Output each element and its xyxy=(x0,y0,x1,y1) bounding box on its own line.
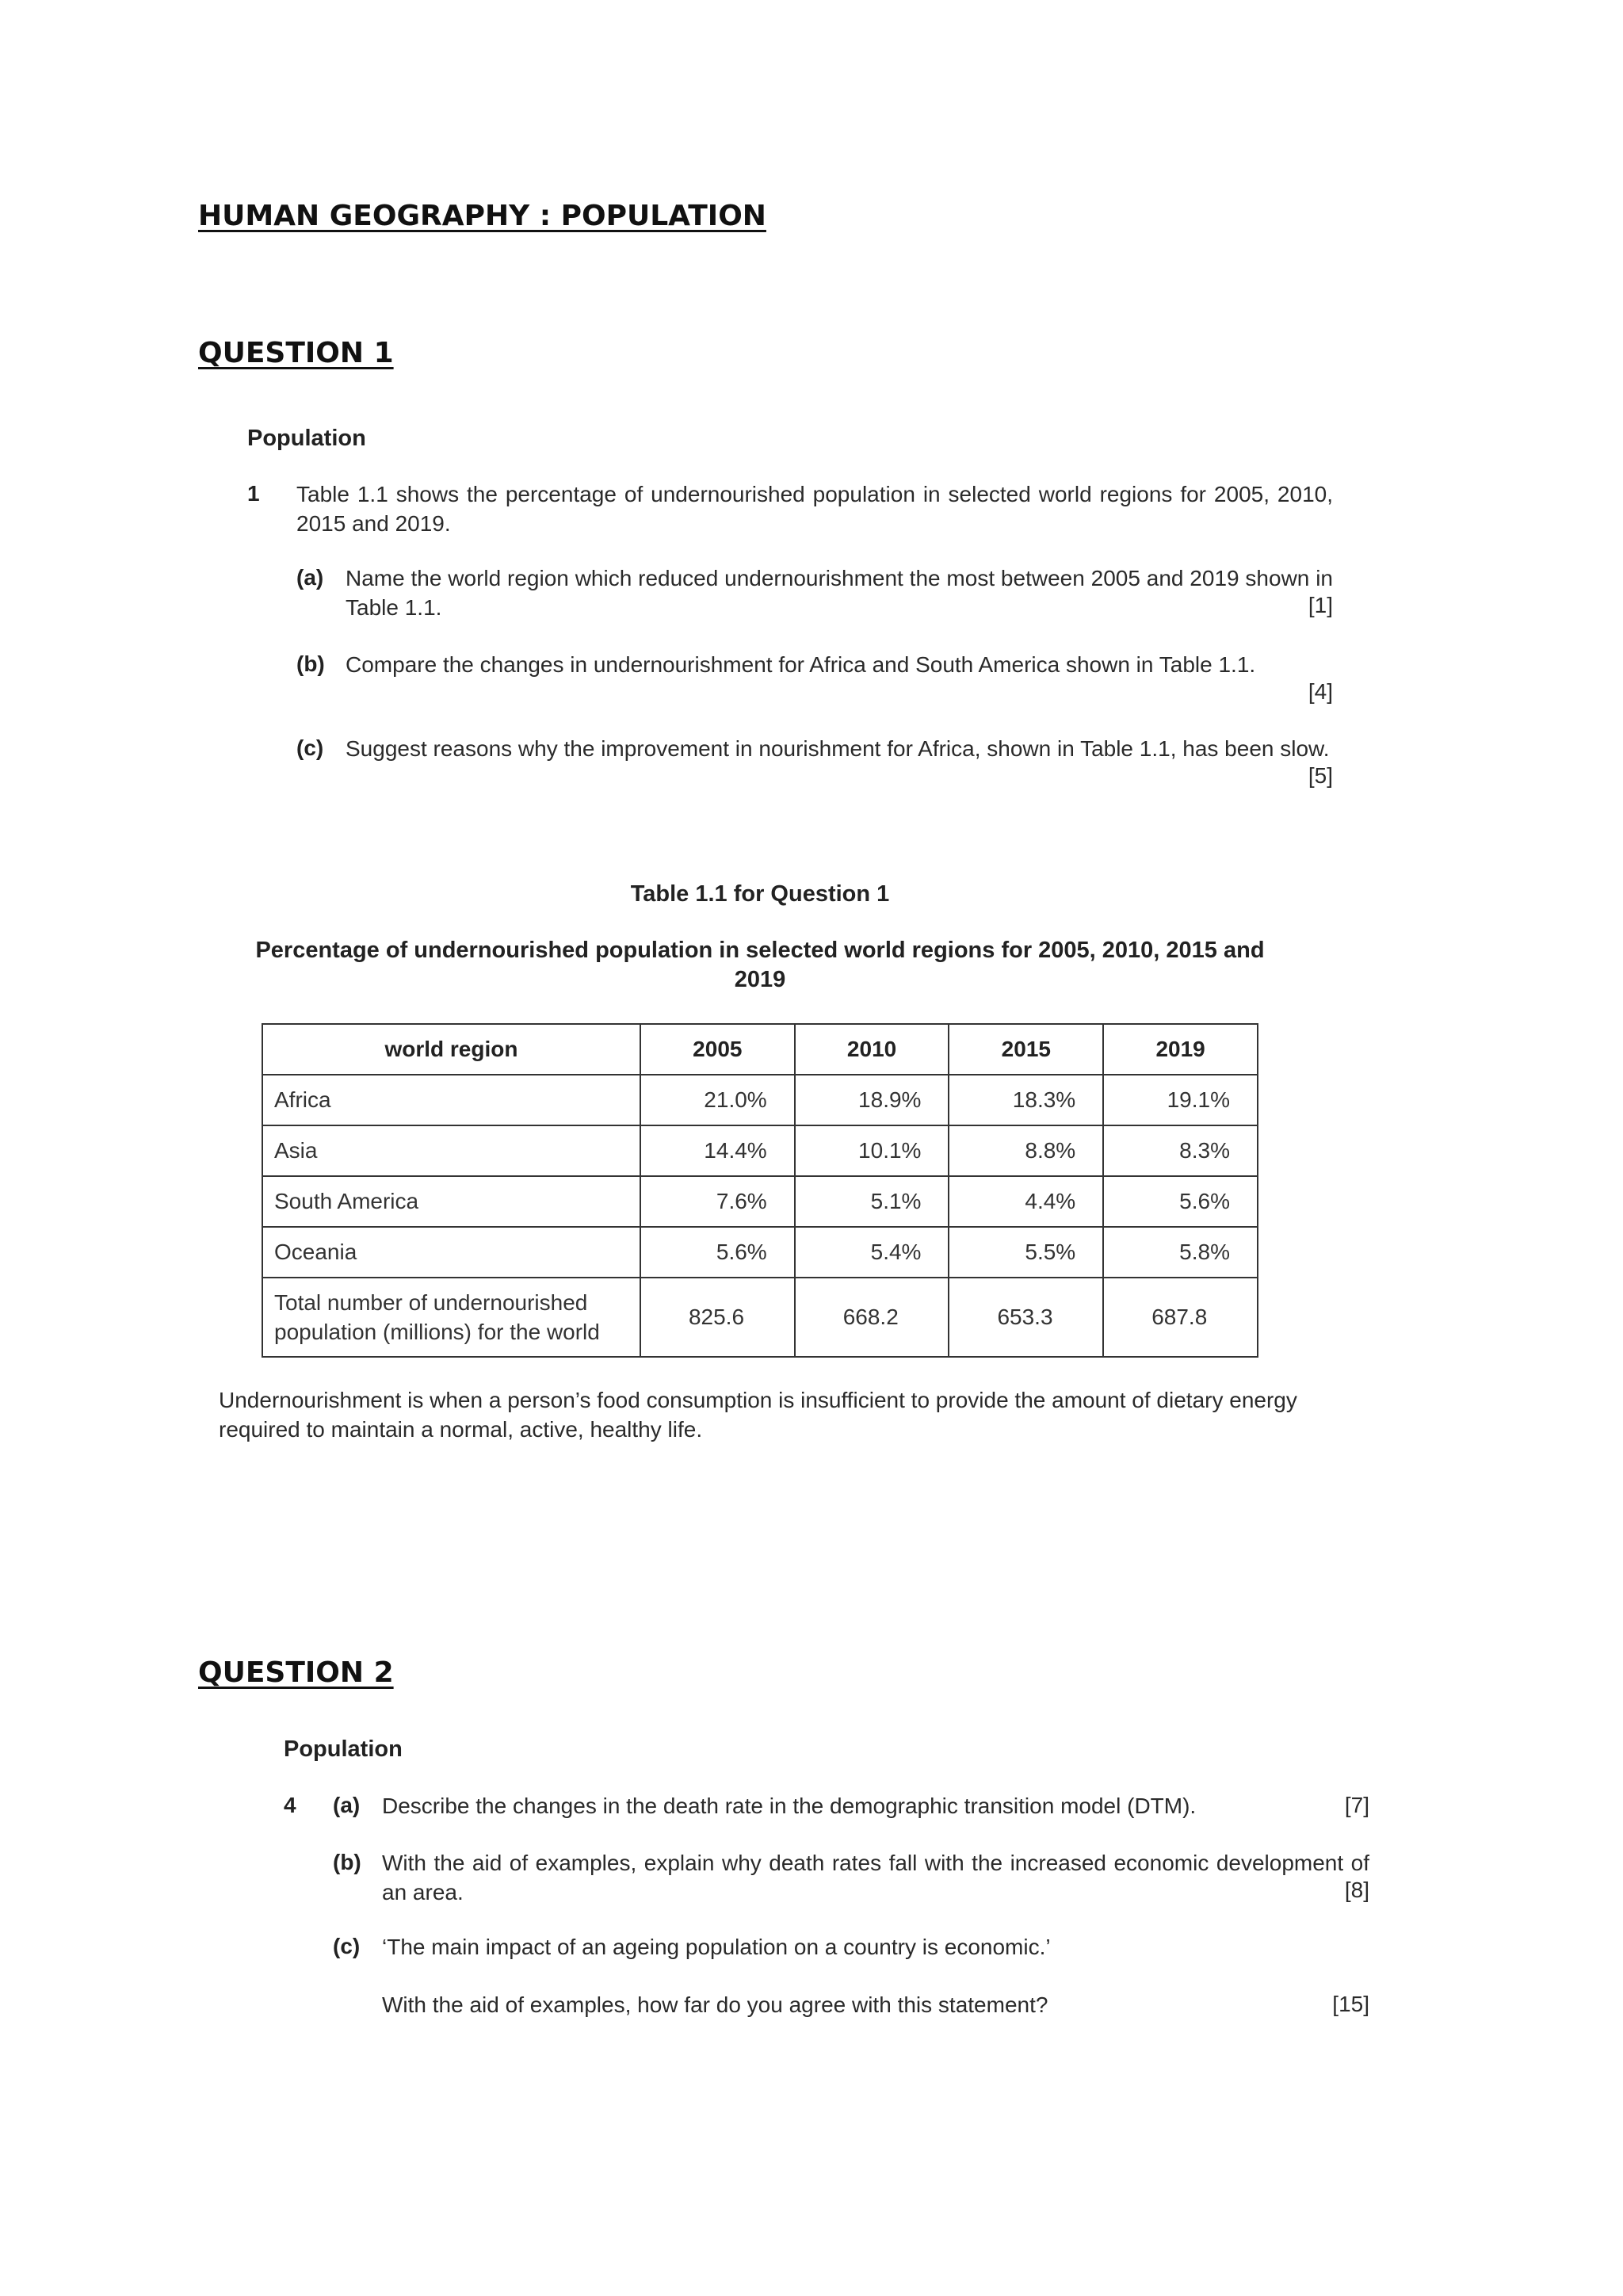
table-total-row xyxy=(262,1278,1258,1357)
q1-part-b-marks: [4] xyxy=(1308,679,1333,704)
q1-part-c-text: Suggest reasons why the improvement in nourishment for Africa, shown in Table 1.1, has been slow. xyxy=(346,736,1330,761)
header-2010: 2010 xyxy=(795,1024,949,1075)
table-cell: 18.9% xyxy=(795,1075,949,1125)
table-row xyxy=(262,1176,1258,1227)
header-2005: 2005 xyxy=(640,1024,795,1075)
q1-number: 1 xyxy=(247,481,260,506)
q1-part-a-text: Name the world region which reduced undernourishment the most between 2005 and 2019 shown in Table 1.1. xyxy=(346,566,1333,620)
question-2-heading: QUESTION 2 xyxy=(198,1656,394,1689)
q1-part-b-label: (b) xyxy=(296,651,325,676)
header-2019: 2019 xyxy=(1103,1024,1258,1075)
q2-part-c-label: (c) xyxy=(333,1934,361,1958)
table-row xyxy=(262,1075,1258,1125)
q2-part-a-marks: [7] xyxy=(1344,1793,1369,1817)
table-cell: 18.3% xyxy=(949,1075,1103,1125)
table-cell: 668.2 xyxy=(795,1278,949,1357)
table-cell: 687.8 xyxy=(1103,1278,1258,1357)
q1-part-a-label: (a) xyxy=(296,565,324,590)
table-cell-total-label: Total number of undernourished population (millions) for the world xyxy=(262,1278,640,1357)
q2-part-c-quote: ‘The main impact of an ageing population on a country is economic.’ xyxy=(382,1935,1051,1959)
table-title: Percentage of undernourished population in selected world regions for 2005, 2010, 2015 and 2019 xyxy=(255,938,1265,992)
q2-part-a-label: (a) xyxy=(333,1793,361,1817)
table-cell: 8.8% xyxy=(949,1125,1103,1176)
q1-section-label: Population xyxy=(247,426,366,451)
undernourishment-table xyxy=(262,1023,1258,1358)
table-cell: 5.8% xyxy=(1103,1227,1258,1278)
table-row xyxy=(262,1125,1258,1176)
header-world-region: world region xyxy=(262,1024,640,1075)
table-cell: 5.4% xyxy=(795,1227,949,1278)
table-cell: 5.6% xyxy=(1103,1176,1258,1227)
table-cell: 7.6% xyxy=(640,1176,795,1227)
table-cell-region: Oceania xyxy=(262,1227,640,1278)
q2-part-b-text: With the aid of examples, explain why death rates fall with the increased economic development of an area. xyxy=(382,1851,1369,1904)
question-1-heading: QUESTION 1 xyxy=(198,337,394,369)
table-cell: 5.5% xyxy=(949,1227,1103,1278)
table-cell: 19.1% xyxy=(1103,1075,1258,1125)
table-header-row xyxy=(262,1024,1258,1075)
table-cell: 21.0% xyxy=(640,1075,795,1125)
table-cell: 5.6% xyxy=(640,1227,795,1278)
table-caption: Table 1.1 for Question 1 xyxy=(630,881,890,907)
table-cell: 4.4% xyxy=(949,1176,1103,1227)
table-cell: 10.1% xyxy=(795,1125,949,1176)
q2-part-c-question: With the aid of examples, how far do you agree with this statement? xyxy=(382,1992,1048,2017)
table-cell: 653.3 xyxy=(949,1278,1103,1357)
q1-part-a-marks: [1] xyxy=(1308,593,1333,617)
q1-part-c-marks: [5] xyxy=(1308,763,1333,788)
q1-part-b-text: Compare the changes in undernourishment for Africa and South America shown in Table 1.1. xyxy=(346,652,1256,677)
q1-part-c-label: (c) xyxy=(296,735,324,760)
q2-part-b-label: (b) xyxy=(333,1850,361,1874)
q1-intro: Table 1.1 shows the percentage of undernourished population in selected world regions for 2005, 2010, 2015 and 2019. xyxy=(296,482,1333,536)
header-2015: 2015 xyxy=(949,1024,1103,1075)
q2-part-c-marks: [15] xyxy=(1332,1992,1369,2016)
table-cell-region: Asia xyxy=(262,1125,640,1176)
table-cell-region: Africa xyxy=(262,1075,640,1125)
q2-part-b-marks: [8] xyxy=(1344,1878,1369,1902)
q2-part-a-text: Describe the changes in the death rate in the demographic transition model (DTM). xyxy=(382,1794,1197,1818)
table-cell: 8.3% xyxy=(1103,1125,1258,1176)
q2-number: 4 xyxy=(284,1793,296,1817)
q2-section-label: Population xyxy=(284,1736,403,1762)
table-row xyxy=(262,1227,1258,1278)
table-cell: 825.6 xyxy=(640,1278,795,1357)
document-title: HUMAN GEOGRAPHY : POPULATION xyxy=(198,200,766,232)
table-cell-region: South America xyxy=(262,1176,640,1227)
table-cell: 5.1% xyxy=(795,1176,949,1227)
undernourishment-definition: Undernourishment is when a person’s food consumption is insufficient to provide the amount of dietary energy required to maintain a normal, active, healthy life. xyxy=(219,1388,1297,1442)
table-cell: 14.4% xyxy=(640,1125,795,1176)
